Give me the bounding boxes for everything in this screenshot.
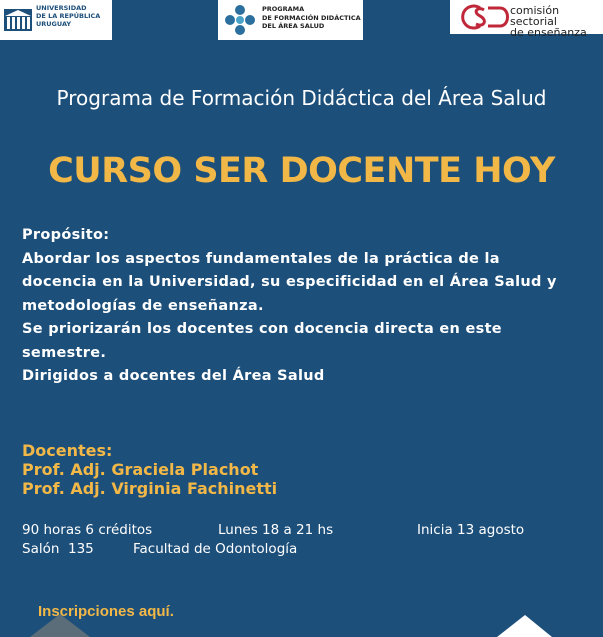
udelar-emblem-icon (3, 5, 33, 35)
purpose-line: Dirigidos a docentes del Área Salud (22, 368, 325, 384)
docente-name: Prof. Adj. Virginia Fachinetti (22, 479, 278, 498)
purpose-line: semestre. (22, 344, 107, 361)
purpose-line: docencia en la Universidad, su especificidad en el Área Salud y (22, 274, 557, 290)
docentes-heading: Docentes: (22, 441, 113, 460)
purpose-line: Se priorizarán los docentes con docencia directa en este (22, 321, 502, 337)
programa-logo (218, 0, 363, 40)
medical-cross-icon (222, 2, 258, 38)
programa-line-2: DE FORMACIÓN DIDÁCTICA (262, 13, 361, 22)
purpose-heading: Propósito: (22, 227, 110, 243)
start-date: Inicia 13 agosto (417, 522, 525, 538)
registration-link[interactable]: Inscripciones aquí. (38, 603, 174, 620)
purpose-section (22, 224, 582, 389)
udelar-line-3: URUGUAY (36, 20, 72, 28)
programa-line-1: PROGRAMA (262, 5, 305, 13)
purpose-line: metodologías de enseñanza. (22, 297, 264, 314)
hours-credits: 90 horas 6 créditos (22, 522, 153, 538)
decorative-corner-shape (497, 615, 552, 637)
program-subtitle: Programa de Formación Didáctica del Área Salud (56, 86, 547, 110)
cse-line-1: comisión sectorial (510, 4, 560, 28)
cse-emblem-icon (458, 2, 510, 32)
udelar-logo (0, 0, 112, 40)
schedule: Lunes 18 a 21 hs (218, 522, 334, 538)
udelar-line-1: UNIVERSIDAD (36, 4, 87, 12)
cse-line-2: de enseñanza (510, 26, 587, 39)
docentes-section (22, 441, 277, 498)
programa-line-3: DEL ÁREA SALUD (262, 22, 325, 30)
purpose-line: Abordar los aspectos fundamentales de la práctica de la (22, 250, 500, 267)
venue: Facultad de Odontología (133, 541, 298, 557)
cse-logo (450, 0, 603, 39)
udelar-line-2: DE LA REPÚBLICA (36, 12, 101, 20)
course-title: CURSO SER DOCENTE HOY (48, 151, 555, 191)
docente-name: Prof. Adj. Graciela Plachot (22, 460, 259, 479)
room: Salón 135 (22, 541, 94, 557)
decorative-corner-shape (30, 614, 90, 637)
